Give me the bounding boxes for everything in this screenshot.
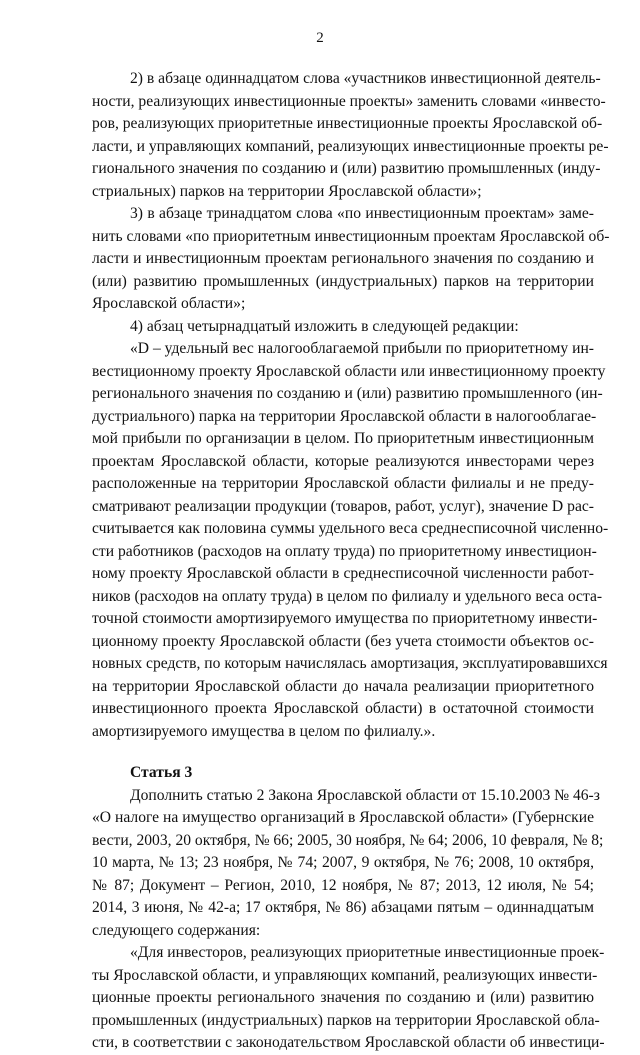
text-line: вести, 2003, 20 октября, № 66; 2005, 30 ноября, № 64; 2006, 10 февраля, № 8; [92,831,604,849]
text-line: проектам Ярославской области, которые реализуются инвесторами через [92,452,594,470]
text-line: регионального значения по созданию и (или) развитию промышленного (ин- [92,385,603,402]
text-line: «D – удельный вес налогооблагаемой прибыли по приоритетному ин- [130,340,594,357]
text-line: 2) в абзаце одиннадцатом слова «участников инвестиционной деятель- [130,70,601,87]
text-line: «Для инвесторов, реализующих приоритетные инвестиционные проек- [130,944,605,961]
document-body [92,68,610,1055]
text-line: точной стоимости амортизируемого имущества по приоритетному инвести- [92,610,598,627]
text-line: ров, реализующих приоритетные инвестиционные проекты Ярославской об- [92,115,603,132]
page-number: 2 [316,30,324,46]
text-line: Ярославской области»; [92,295,246,312]
text-line: промышленных (индустриальных) парков на территории Ярославской обла- [92,1011,600,1029]
text-line: считывается как половина суммы удельного веса среднесписочной численно- [92,520,609,537]
text-line: 10 марта, № 13; 23 ноября, № 74; 2007, 9 октября, № 76; 2008, 10 октября, [92,854,594,871]
text-line: ласти, и управляющих компаний, реализующих инвестиционные проекты ре- [92,137,609,155]
text-line: 3) в абзаце тринадцатом слова «по инвестиционным проектам» заме- [130,205,594,222]
text-line: Дополнить статью 2 Закона Ярославской области от 15.10.2003 № 46-з [130,786,600,804]
text-line: стриальных) парков на территории Ярославской области»; [92,182,482,200]
text-line: «О налоге на имущество организаций в Ярославской области» (Губернские [92,809,594,826]
text-line: ников (расходов на оплату труда) в целом по филиалу и удельного веса оста- [92,587,603,605]
text-line: сти работников (расходов на оплату труда) по приоритетному инвестицион- [92,542,597,560]
text-line: ности, реализующих инвестиционные проекты» заменить словами «инвесто- [92,92,606,110]
text-line: инвестиционного проекта Ярославской области) в остаточной стоимости [92,700,594,717]
text-line: расположенные на территории Ярославской области филиалы и не преду- [92,475,594,492]
text-line: (или) развитию промышленных (индустриальных) парков на территории [92,272,594,290]
text-line: 2014, 3 июня, № 42-а; 17 октября, № 86) абзацами пятым – одиннадцатым [92,899,594,916]
text-line: гионального значения по созданию и (или) развитию промышленных (инду- [92,160,601,177]
article-heading: Статья 3 [130,764,193,781]
text-line: ционному проекту Ярославской области (без учета стоимости объектов ос- [92,632,594,650]
text-line: сти, в соответствии с законодательством Ярославской области об инвестици- [92,1034,605,1051]
text-line: ласти и инвестиционным проектам регионального значения по созданию и [92,250,594,267]
text-line: новных средств, по которым начислялась амортизация, эксплуатировавшихся [92,655,608,672]
text-line: нить словами «по приоритетным инвестиционным проектам Ярославской об- [92,227,610,245]
text-line: 4) абзац четырнадцатый изложить в следующей редакции: [130,317,519,335]
text-line: на территории Ярославской области до начала реализации приоритетного [92,677,594,695]
text-line: ционные проекты регионального значения по созданию и (или) развитию [92,989,594,1006]
text-line: мой прибыли по организации в целом. По приоритетным инвестиционным [92,430,594,447]
text-line: сматривают реализации продукции (товаров, работ, услуг), значение D рас- [92,497,594,515]
text-line: ному проекту Ярославской области в среднесписочной численности работ- [92,565,594,582]
section-gap [92,743,594,762]
text-line: вестиционному проекту Ярославской области или инвестиционному проекту [92,362,606,380]
text-line: дустриального) парка на территории Ярославской области в налогооблагае- [92,407,597,425]
text-line: следующего содержания: [92,921,261,939]
text-line: № 87; Документ – Регион, 2010, 12 ноября, № 87; 2013, 12 июля, № 54; [92,876,594,894]
text-line: амортизируемого имущества в целом по филиалу.». [92,722,436,740]
text-line: ты Ярославской области, и управляющих компаний, реализующих инвести- [92,966,598,984]
